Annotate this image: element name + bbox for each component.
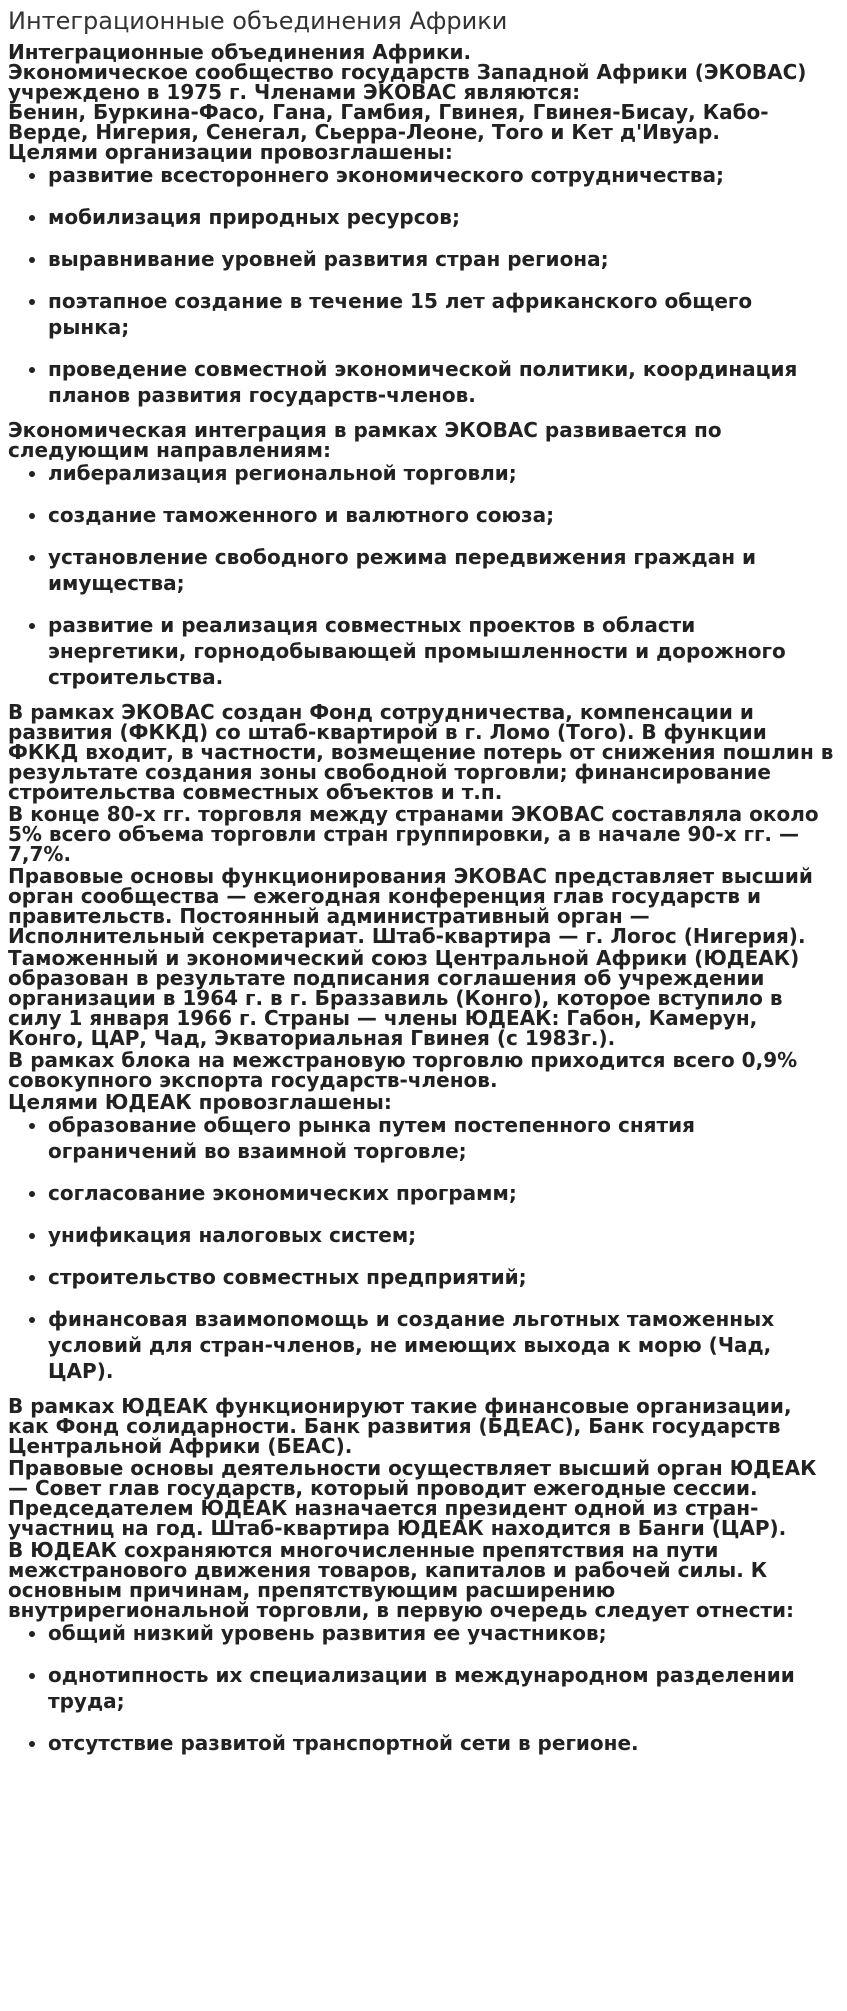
list-item: • унификация налоговых систем; (48, 1222, 839, 1248)
list-item: • мобилизация природных ресурсов; (48, 204, 839, 230)
paragraph-udeac-trade: В рамках блока на межстрановую торговлю приходится всего 0,9% совокупного экспорта государств-членов. (8, 1048, 798, 1092)
paragraph-ecowas-trade: В конце 80-х гг. торговля между странами ЭКОВАС составляла около 5% всего объема торговли стран группировки, а в начале 90-х гг. — 7,7%. (8, 802, 819, 866)
paragraph-udeac-intro: Таможенный и экономический союз Центральной Африки (ЮДЕАК) образован в результате подписания соглашения об учреждении организации в 1964 г. в г. Браззавиль (Конго), которое вступило в силу 1 января 1966 г. Страны — члены ЮДЕАК: Габон, Камерун, Конго, ЦАР, Чад, Экваториальная Гвинея (с 1983г.). (8, 946, 800, 1050)
paragraph-udeac-finance: В рамках ЮДЕАК функционируют такие финансовые организации, как Фонд солидарности. Банк развития (БДЕАС), Банк государств Центральной Африки (БЕАС). (8, 1394, 792, 1458)
list-udeac-obstacles (8, 1620, 839, 1756)
paragraph-udeac-legal: Правовые основы деятельности осуществляет высший орган ЮДЕАК — Совет глав государств, который проводит ежегодные сессии. Председателем ЮДЕАК назначается президент одной из стран-участниц на год. Штаб-квартира ЮДЕАК находится в Банги (ЦАР). (8, 1456, 817, 1540)
paragraph-ecowas-goals-intro: Целями организации провозглашены: (8, 140, 453, 164)
list-item: • общий низкий уровень развития ее участников; (48, 1620, 839, 1646)
paragraph-ecowas-legal: Правовые основы функционирования ЭКОВАС представляет высший орган сообщества — ежегодная конференция глав государств и правительств. Постоянный административный орган — Исполнительный секретариат. Штаб-квартира — г. Логос (Нигерия). (8, 864, 813, 948)
section-heading: Интеграционные объединения Африки. (8, 40, 472, 64)
list-item: • образование общего рынка путем постепенного снятия ограничений во взаимной торговле; (48, 1112, 839, 1164)
paragraph-udeac-obstacles: В ЮДЕАК сохраняются многочисленные препятствия на пути межстранового движения товаров, капиталов и рабочей силы. К основным причинам, препятствующим расширению внутрирегиональной торговли, в первую очередь следует отнести: (8, 1538, 795, 1622)
paragraph-ecowas-members: Бенин, Буркина-Фасо, Гана, Гамбия, Гвинея, Гвинея-Бисау, Кабо-Верде, Нигерия, Сенегал, Сьерра-Леоне, Того и Кет д'Ивуар. (8, 100, 769, 144)
list-item: • проведение совместной экономической политики, координация планов развития государств-членов. (48, 356, 839, 408)
page-title: Интеграционные объединения Африки (8, 7, 508, 35)
document-body (8, 42, 839, 1756)
paragraph-ecowas-intro: Экономическое сообщество государств Западной Африки (ЭКОВАС) учреждено в 1975 г. Членами ЭКОВАС являются: (8, 60, 807, 104)
list-item: • строительство совместных предприятий; (48, 1264, 839, 1290)
list-item: • отсутствие развитой транспортной сети в регионе. (48, 1730, 839, 1756)
list-item: • согласование экономических программ; (48, 1180, 839, 1206)
list-item: • развитие всестороннего экономического сотрудничества; (48, 162, 839, 188)
list-item: • установление свободного режима передвижения граждан и имущества; (48, 544, 839, 596)
paragraph-udeac-goals-intro: Целями ЮДЕАК провозглашены: (8, 1090, 392, 1114)
list-item: • поэтапное создание в течение 15 лет африканского общего рынка; (48, 288, 839, 340)
list-item: • создание таможенного и валютного союза; (48, 502, 839, 528)
paragraph-fccd: В рамках ЭКОВАС создан Фонд сотрудничества, компенсации и развития (ФККД) со штаб-квартирой в г. Ломо (Того). В функции ФККД входит, в частности, возмещение потерь от снижения пошлин в результате создания зоны свободной торговли; финансирование строительства совместных объектов и т.п. (8, 700, 834, 804)
list-item: • развитие и реализация совместных проектов в области энергетики, горнодобывающей промышленности и дорожного строительства. (48, 612, 839, 690)
list-item: • выравнивание уровней развития стран региона; (48, 246, 839, 272)
list-item: • финансовая взаимопомощь и создание льготных таможенных условий для стран-членов, не имеющих выхода к морю (Чад, ЦАР). (48, 1306, 839, 1384)
list-ecowas-goals (8, 162, 839, 408)
list-item: • либерализация региональной торговли; (48, 460, 839, 486)
list-ecowas-directions (8, 460, 839, 690)
list-item: • однотипность их специализации в международном разделении труда; (48, 1662, 839, 1714)
paragraph-ecowas-directions-intro: Экономическая интеграция в рамках ЭКОВАС развивается по следующим направлениям: (8, 418, 722, 462)
list-udeac-goals (8, 1112, 839, 1384)
